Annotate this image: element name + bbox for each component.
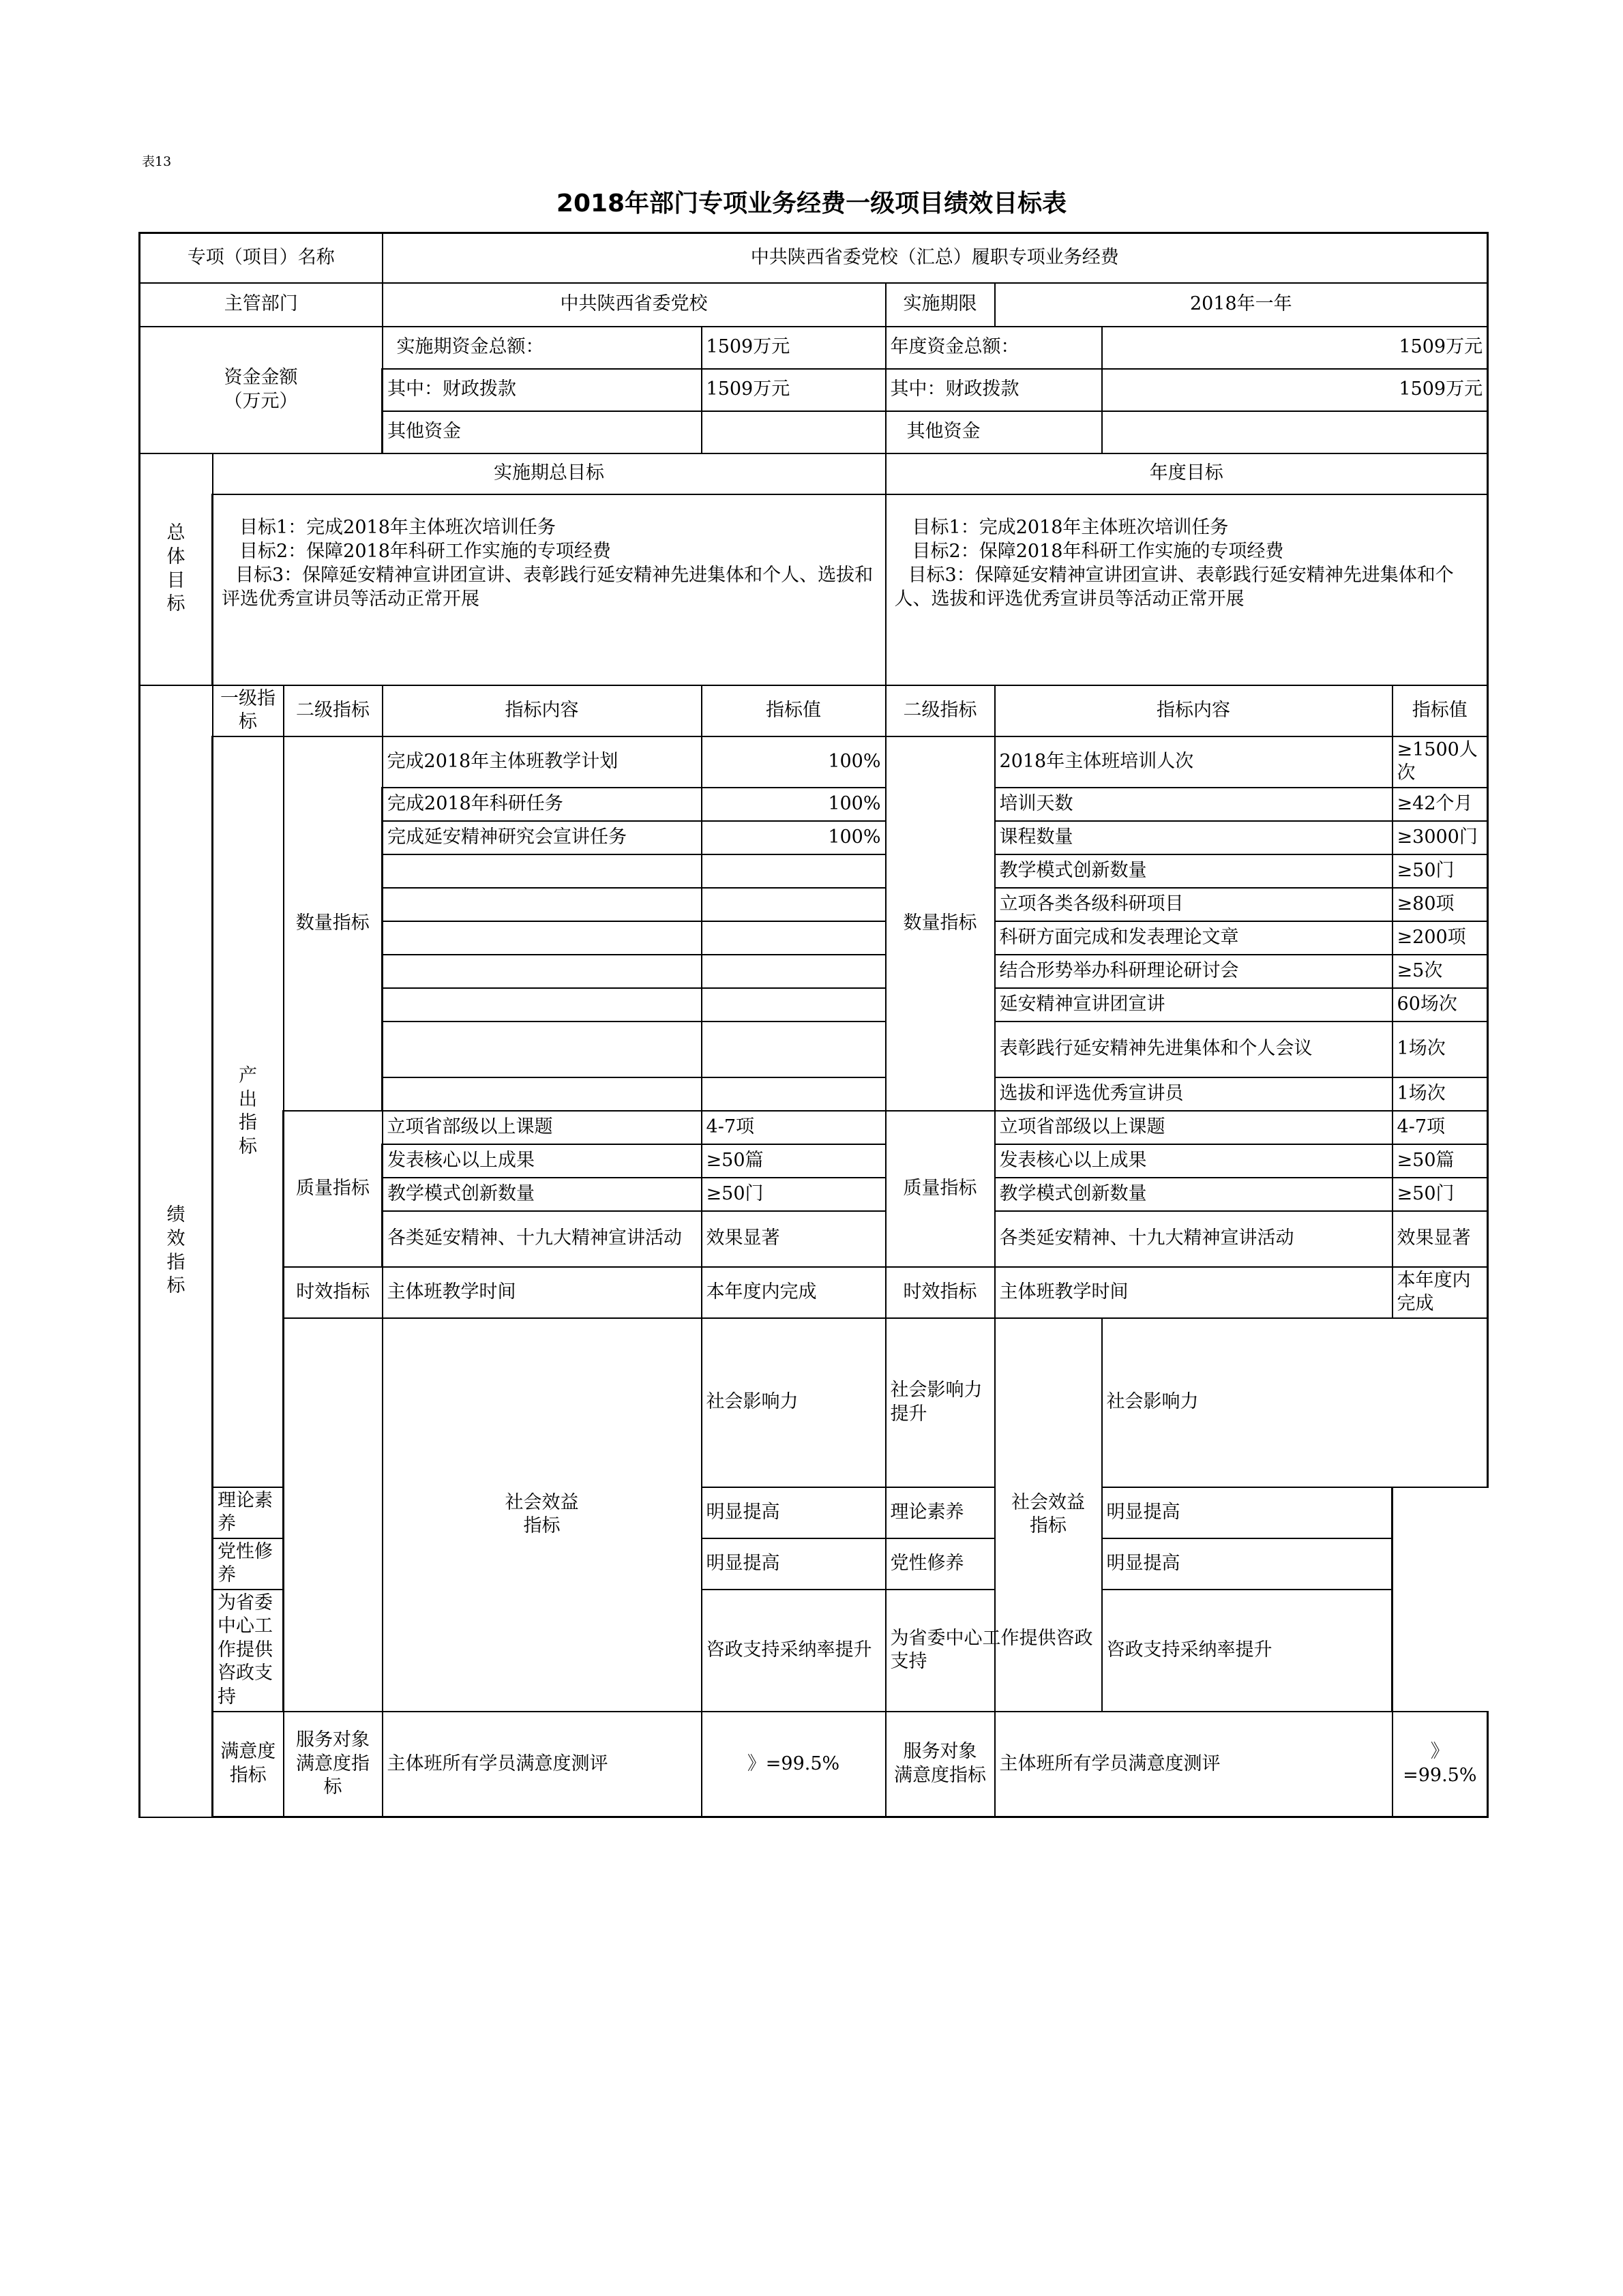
level1-header: 一级指标 <box>213 685 284 736</box>
table-row: 为省委中心工作提供咨政支持 <box>213 1590 284 1712</box>
department-label: 主管部门 <box>140 283 383 327</box>
effect-indicators-blank <box>284 1318 383 1712</box>
timeliness-label-annual: 时效指标 <box>886 1267 995 1318</box>
table-number: 表13 <box>142 154 172 169</box>
value-header: 指标值 <box>702 685 886 736</box>
quality-label: 质量指标 <box>284 1111 383 1267</box>
table-row: 发表核心以上成果 <box>995 1144 1393 1178</box>
table-row: 咨政支持采纳率提升 <box>1102 1590 1393 1712</box>
table-row: 明显提高 <box>702 1487 886 1538</box>
department-value: 中共陕西省委党校 <box>383 283 886 327</box>
table-row: 2018年主体班培训人次 <box>995 736 1393 788</box>
quantity-label-annual: 数量指标 <box>886 736 995 1111</box>
table-row: 表彰践行延安精神先进集体和个人会议 <box>995 1022 1393 1077</box>
table-row: 科研方面完成和发表理论文章 <box>995 921 1393 955</box>
service-satisfaction-label-annual: 服务对象 满意度指标 <box>886 1712 995 1817</box>
table-row: 4-7项 <box>702 1111 886 1144</box>
table-row: 效果显著 <box>1393 1211 1488 1267</box>
annual-total-label: 年度资金总额： <box>886 327 1102 369</box>
timeliness-label: 时效指标 <box>284 1267 383 1318</box>
table-row: 100% <box>702 736 886 788</box>
table-row: 结合形势举办科研理论研讨会 <box>995 955 1393 988</box>
level2-header-annual: 二级指标 <box>886 685 995 736</box>
table-row: 主体班所有学员满意度测评 <box>383 1712 702 1817</box>
table-row <box>383 988 702 1022</box>
table-row: 立项省部级以上课题 <box>995 1111 1393 1144</box>
table-row: 4-7项 <box>1393 1111 1488 1144</box>
table-row: 立项各类各级科研项目 <box>995 888 1393 921</box>
table-row: 教学模式创新数量 <box>995 1178 1393 1211</box>
annual-total-value: 1509万元 <box>1102 327 1488 369</box>
period-goal-header: 实施期总目标 <box>213 453 886 494</box>
service-satisfaction-label: 服务对象 满意度指 标 <box>284 1712 383 1817</box>
table-row: 党性修养 <box>213 1538 284 1590</box>
table-row: 培训天数 <box>995 788 1393 821</box>
table-row: ≥50门 <box>702 1178 886 1211</box>
table-row: 各类延安精神、十九大精神宣讲活动 <box>995 1211 1393 1267</box>
table-row <box>383 1022 702 1077</box>
project-name-label: 专项（项目）名称 <box>140 233 383 283</box>
table-row <box>383 854 702 888</box>
table-row: 教学模式创新数量 <box>995 854 1393 888</box>
table-row: 本年度内完成 <box>702 1267 886 1318</box>
period-total-label: 实施期资金总额： <box>383 327 702 369</box>
period-total-value: 1509万元 <box>702 327 886 369</box>
table-row <box>702 921 886 955</box>
table-row: 效果显著 <box>702 1211 886 1267</box>
benefit-label-annual: 社会效益 指标 <box>995 1318 1102 1712</box>
table-row: 立项省部级以上课题 <box>383 1111 702 1144</box>
table-row: 选拔和评选优秀宣讲员 <box>995 1077 1393 1111</box>
table-row: 完成2018年科研任务 <box>383 788 702 821</box>
quantity-label: 数量指标 <box>284 736 383 1111</box>
table-row: ≥50门 <box>1393 854 1488 888</box>
period-other-label: 其他资金 <box>383 411 702 453</box>
table-row: 党性修养 <box>886 1538 1102 1590</box>
table-row: 主体班所有学员满意度测评 <box>995 1712 1393 1817</box>
table-row <box>702 1077 886 1111</box>
table-row: 明显提高 <box>702 1538 886 1590</box>
period-other-value <box>702 411 886 453</box>
table-row: ≥200项 <box>1393 921 1488 955</box>
table-row: 100% <box>702 821 886 854</box>
quality-label-annual: 质量指标 <box>886 1111 995 1267</box>
table-row <box>383 1077 702 1111</box>
table-row: 1场次 <box>1393 1022 1488 1077</box>
output-indicators-label: 产 出 指 标 <box>213 736 284 1487</box>
table-row: ≥1500人次 <box>1393 736 1488 788</box>
table-row: ≥42个月 <box>1393 788 1488 821</box>
table-row: 主体班教学时间 <box>383 1267 702 1318</box>
table-row: 完成2018年主体班教学计划 <box>383 736 702 788</box>
table-row <box>383 888 702 921</box>
table-row: ≥3000门 <box>1393 821 1488 854</box>
table-row <box>383 955 702 988</box>
table-row <box>383 921 702 955</box>
table-row: 社会影响力 <box>702 1318 886 1487</box>
table-row: 咨政支持采纳率提升 <box>702 1590 886 1712</box>
table-row <box>702 988 886 1022</box>
table-row: 主体班教学时间 <box>995 1267 1393 1318</box>
table-row: 明显提高 <box>1102 1538 1393 1590</box>
content-header-annual: 指标内容 <box>995 685 1393 736</box>
table-row: 教学模式创新数量 <box>383 1178 702 1211</box>
annual-goal-text: 目标1：完成2018年主体班次培训任务 目标2：保障2018年科研工作实施的专项经费 目标3：保障延安精神宣讲团宣讲、表彰践行延安精神先进集体和个人、选拔和评选优秀宣讲员等活动正常开展 <box>886 494 1488 685</box>
table-row: ≥50篇 <box>1393 1144 1488 1178</box>
content-header: 指标内容 <box>383 685 702 736</box>
annual-other-label: 其他资金 <box>886 411 1102 453</box>
table-row: 60场次 <box>1393 988 1488 1022</box>
period-goal-text: 目标1：完成2018年主体班次培训任务 目标2：保障2018年科研工作实施的专项经费 目标3：保障延安精神宣讲团宣讲、表彰践行延安精神先进集体和个人、选拔和评选优秀宣讲员等活动正常开展 <box>213 494 886 685</box>
funds-label: 资金金额 （万元） <box>140 327 383 453</box>
period-label: 实施期限 <box>886 283 995 327</box>
period-fiscal-value: 1509万元 <box>702 369 886 411</box>
period-value: 2018年一年 <box>995 283 1488 327</box>
annual-fiscal-label: 其中：财政拨款 <box>886 369 1102 411</box>
table-row: 理论素养 <box>213 1487 284 1538</box>
performance-target-table <box>138 232 1489 1818</box>
table-row: 》=99.5% <box>1393 1712 1488 1817</box>
period-fiscal-label: 其中：财政拨款 <box>383 369 702 411</box>
table-row: 》=99.5% <box>702 1712 886 1817</box>
annual-fiscal-value: 1509万元 <box>1102 369 1488 411</box>
annual-goal-header: 年度目标 <box>886 453 1488 494</box>
table-row: 各类延安精神、十九大精神宣讲活动 <box>383 1211 702 1267</box>
table-row: 明显提高 <box>1102 1487 1393 1538</box>
table-row <box>702 854 886 888</box>
table-row: 延安精神宣讲团宣讲 <box>995 988 1393 1022</box>
table-row <box>702 955 886 988</box>
table-row: 为省委中心工作提供咨政支持 <box>886 1590 1102 1712</box>
level2-header: 二级指标 <box>284 685 383 736</box>
table-row: 理论素养 <box>886 1487 1102 1538</box>
project-name-value: 中共陕西省委党校（汇总）履职专项业务经费 <box>383 233 1488 283</box>
table-row: 发表核心以上成果 <box>383 1144 702 1178</box>
page-title: 2018年部门专项业务经费一级项目绩效目标表 <box>556 190 1067 218</box>
table-row <box>702 1022 886 1077</box>
table-row: ≥80项 <box>1393 888 1488 921</box>
table-row: 社会影响力 <box>1102 1318 1488 1487</box>
value-header-annual: 指标值 <box>1393 685 1488 736</box>
table-row: ≥50篇 <box>702 1144 886 1178</box>
annual-other-value <box>1102 411 1488 453</box>
table-row <box>702 888 886 921</box>
satisfaction-label: 满意度 指标 <box>213 1712 284 1817</box>
table-row: 1场次 <box>1393 1077 1488 1111</box>
table-row: 100% <box>702 788 886 821</box>
table-row: 完成延安精神研究会宣讲任务 <box>383 821 702 854</box>
table-row: 课程数量 <box>995 821 1393 854</box>
overall-goals-label: 总 体 目 标 <box>140 453 213 685</box>
table-row: ≥5次 <box>1393 955 1488 988</box>
benefit-label: 社会效益 指标 <box>383 1318 702 1712</box>
table-row: 社会影响力提升 <box>886 1318 995 1487</box>
table-row: ≥50门 <box>1393 1178 1488 1211</box>
indicators-label: 绩 效 指 标 <box>140 685 213 1817</box>
table-row: 本年度内完成 <box>1393 1267 1488 1318</box>
